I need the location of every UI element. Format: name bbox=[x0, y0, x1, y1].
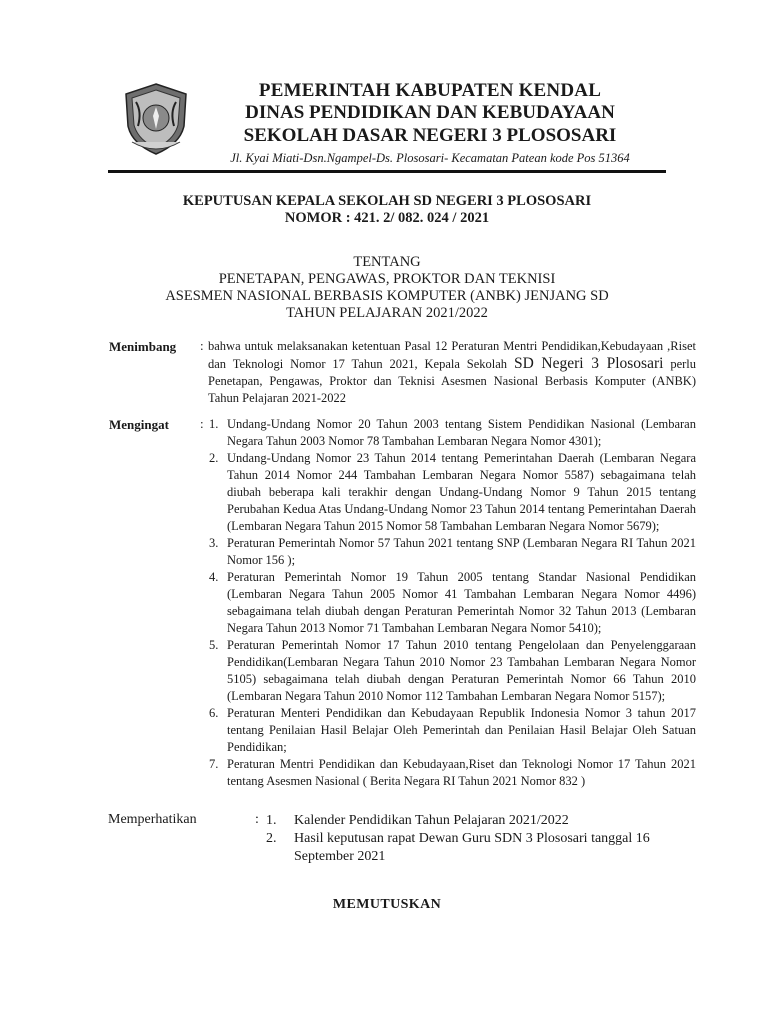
memperhatikan-label: Memperhatikan bbox=[108, 812, 197, 827]
kendal-regency-emblem-icon bbox=[122, 82, 190, 156]
menimbang-label: Menimbang bbox=[109, 339, 177, 354]
letterhead-address: Jl. Kyai Miati-Dsn.Ngampel-Ds. Plososari- Kecamatan Patean kode Pos 51364 bbox=[230, 151, 630, 165]
memperhatikan-colon: : bbox=[255, 812, 259, 827]
letterhead bbox=[190, 80, 670, 166]
mengingat-item bbox=[209, 569, 696, 637]
mengingat-item bbox=[209, 705, 696, 756]
mengingat-item-text: Peraturan Pemerintah Nomor 17 Tahun 2010 tentang Pengelolaan dan Penyelenggaraan Pendidikan(Lembaran Negara Tahun 2010 Nomor 23 Tambahan Lembaran Negara Nomor 5105) sebagaimana telah diubah dengan Peraturan Pemerintah Nomor 66 Tahun 2010 (Lembaran Negara Tahun 2010 Nomor 112 Tambahan Lembaran Negara Nomor 5157); bbox=[227, 638, 696, 703]
subject-line-3: TAHUN PELAJARAN 2021/2022 bbox=[286, 305, 488, 321]
letterhead-government: PEMERINTAH KABUPATEN KENDAL bbox=[258, 80, 602, 101]
mengingat-item-text: Peraturan Mentri Pendidikan dan Kebudayaan,Riset dan Teknologi Nomor 17 Tahun 2021 tentang Asesmen Nasional ( Berita Negara RI Tahun 2021 Nomor 832 ) bbox=[227, 757, 696, 788]
menimbang-colon: : bbox=[200, 338, 204, 353]
menimbang-school-name: SD Negeri 3 Plososari bbox=[513, 355, 664, 372]
memperhatikan-item-text: Hasil keputusan rapat Dewan Guru SDN 3 Plososari tanggal 16 September 2021 bbox=[294, 831, 650, 864]
subject-heading: TENTANG bbox=[353, 254, 421, 270]
mengingat-item-text: Undang-Undang Nomor 20 Tahun 2003 tentang Sistem Pendidikan Nasional (Lembaran Negara Tahun 2003 Nomor 78 Tambahan Lembaran Negara Nomor 4301); bbox=[227, 417, 696, 448]
mengingat-colon: : bbox=[200, 416, 204, 431]
memperhatikan-item-number: 2. bbox=[266, 831, 277, 846]
memperhatikan-item bbox=[266, 812, 686, 830]
mengingat-item-number: 4. bbox=[209, 570, 219, 584]
menimbang-text-part-1: bahwa untuk melaksanakan ketentuan Pasal 12 Peraturan Mentri Pendidikan,Kebudayaan ,Riset dan Teknologi Nomor 17 Tahun 2021, Kepala Sekolah bbox=[208, 339, 696, 371]
mengingat-item-text: Peraturan Menteri Pendidikan dan Kebudayaan Republik Indonesia Nomor 3 tahun 2017 tentang Penilaian Hasil Belajar Oleh Pemerintah dan Penilaian Hasil Belajar Oleh Satuan Pendidikan; bbox=[227, 706, 696, 754]
mengingat-item bbox=[209, 416, 696, 450]
mengingat-item bbox=[209, 756, 696, 790]
letterhead-divider bbox=[108, 170, 666, 173]
subject-line-2: ASESMEN NASIONAL BERBASIS KOMPUTER (ANBK) JENJANG SD bbox=[165, 288, 609, 304]
mengingat-item bbox=[209, 450, 696, 535]
menimbang-text-part-2: perlu Penetapan, Pengawas, Proktor dan Teknisi Asesmen Nasional Berbasis Komputer (ANBK) Tahun Pelajaran 2021-2022 bbox=[208, 357, 697, 405]
mengingat-item-text: Peraturan Pemerintah Nomor 19 Tahun 2005 tentang Standar Nasional Pendidikan (Lembaran Negara Tahun 2005 Nomor 41 Tambahan Lembaran Negara Nomor 4496) sebagaimana telah diubah dengan Peraturan Pemerintah Nomor 32 Tahun 2013 (Lembaran Negara Tahun 2013 Nomor 71 Tambahan Lembaran Negara Nomor 5410); bbox=[227, 570, 696, 635]
letterhead-department: DINAS PENDIDIKAN DAN KEBUDAYAAN bbox=[245, 102, 615, 123]
mengingat-item-number: 3. bbox=[209, 536, 219, 550]
decree-title: KEPUTUSAN KEPALA SEKOLAH SD NEGERI 3 PLOSOSARI bbox=[182, 193, 592, 209]
mengingat-item bbox=[209, 535, 696, 569]
memutuskan-heading: MEMUTUSKAN bbox=[332, 897, 442, 912]
memperhatikan-list bbox=[266, 812, 686, 866]
mengingat-item-text: Undang-Undang Nomor 23 Tahun 2014 tentang Pemerintahan Daerah (Lembaran Negara Tahun 2014 Nomor 244 Tambahan Lembaran Negara Nomor 5587) sebagaimana telah diubah beberapa kali terakhir dengan Undang-Undang Nomor 9 Tahun 2015 tentang Perubahan Kedua Atas Undang-Undang Nomor 23 Tahun 2014 tentang Pemerintahan Daerah (Lembaran Negara Tahun 2015 Nomor 58 Tambahan Lembaran Negara Nomor 5679); bbox=[227, 451, 696, 533]
mengingat-item-number: 2. bbox=[209, 451, 219, 465]
menimbang-text bbox=[208, 338, 696, 407]
mengingat-item-number: 7. bbox=[209, 757, 219, 771]
memperhatikan-item-text: Kalender Pendidikan Tahun Pelajaran 2021/2022 bbox=[294, 813, 569, 828]
memperhatikan-item-number: 1. bbox=[266, 813, 277, 828]
mengingat-label: Mengingat bbox=[109, 417, 169, 432]
mengingat-item-text: Peraturan Pemerintah Nomor 57 Tahun 2021 tentang SNP (Lembaran Negara RI Tahun 2021 Nomor 156 ); bbox=[227, 536, 696, 567]
memperhatikan-item bbox=[266, 830, 686, 866]
subject-line-1: PENETAPAN, PENGAWAS, PROKTOR DAN TEKNISI bbox=[218, 271, 556, 287]
mengingat-list bbox=[209, 416, 696, 790]
mengingat-item-number: 1. bbox=[209, 417, 219, 431]
mengingat-item-number: 6. bbox=[209, 706, 219, 720]
mengingat-item bbox=[209, 637, 696, 705]
mengingat-item-number: 5. bbox=[209, 638, 219, 652]
letterhead-school: SEKOLAH DASAR NEGERI 3 PLOSOSARI bbox=[243, 125, 617, 146]
decree-number: NOMOR : 421. 2/ 082. 024 / 2021 bbox=[284, 210, 490, 226]
